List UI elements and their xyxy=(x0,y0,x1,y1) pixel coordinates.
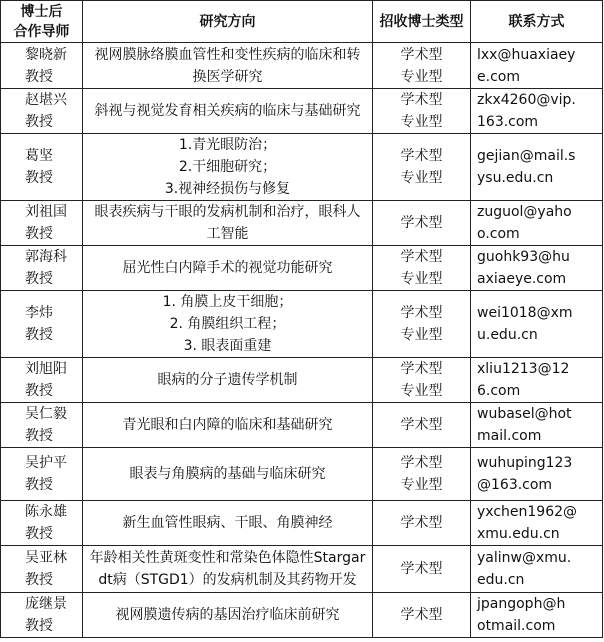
type-cell xyxy=(373,403,471,448)
contact-email-line: o.com xyxy=(477,226,520,242)
direction-line: dt病（STGD1）的发病机制及其药物开发 xyxy=(98,572,357,588)
advisor-name: 赵堪兴 xyxy=(25,92,67,108)
advisor-title: 教授 xyxy=(25,383,53,399)
table-body xyxy=(1,43,603,638)
direction-cell xyxy=(83,448,373,501)
direction-cell xyxy=(83,201,373,246)
contact-email-line: xliu1213@12 xyxy=(477,361,570,377)
contact-cell xyxy=(471,358,603,403)
direction-line: 青光眼和白内障的临床和基础研究 xyxy=(122,417,333,433)
direction-line: 视网膜遗传病的基因治疗临床前研究 xyxy=(115,607,340,623)
direction-line: 新生血管性眼病、干眼、角膜神经 xyxy=(122,515,333,531)
direction-cell xyxy=(83,593,373,638)
contact-email-line: yalinw@xmu. xyxy=(477,550,572,566)
header-advisor-line2: 合作导师 xyxy=(13,23,70,40)
contact-cell xyxy=(471,546,603,593)
direction-line: 斜视与视觉发育相关疾病的临床与基础研究 xyxy=(94,103,361,119)
advisor-title: 教授 xyxy=(25,170,53,186)
direction-cell xyxy=(83,291,373,358)
contact-email-line: 6.com xyxy=(477,383,521,399)
direction-cell xyxy=(83,403,373,448)
type-cell xyxy=(373,246,471,291)
direction-line: 1. 角膜上皮干细胞； xyxy=(162,294,293,310)
type-cell xyxy=(373,134,471,201)
contact-cell xyxy=(471,134,603,201)
contact-email-line: wuhuping123 xyxy=(477,455,573,471)
degree-type: 学术型 xyxy=(400,515,443,531)
advisor-cell xyxy=(1,201,83,246)
header-type: 招收博士类型 xyxy=(373,1,471,43)
advisor-name: 刘旭阳 xyxy=(25,361,67,377)
direction-line: 眼病的分子遗传学机制 xyxy=(157,372,298,388)
direction-cell xyxy=(83,246,373,291)
advisor-name: 郭海科 xyxy=(25,249,67,265)
table-row xyxy=(1,403,603,448)
direction-line: 换医学研究 xyxy=(192,68,263,85)
contact-cell xyxy=(471,89,603,134)
degree-type: 学术型 xyxy=(400,455,443,471)
direction-line: 2.干细胞研究； xyxy=(178,159,277,175)
contact-cell xyxy=(471,291,603,358)
advisor-title: 教授 xyxy=(25,572,53,588)
contact-email-line: mail.com xyxy=(477,428,542,444)
type-cell xyxy=(373,43,471,89)
contact-email-line: 163.com xyxy=(477,114,539,130)
type-cell xyxy=(373,89,471,134)
contact-email-line: u.edu.cn xyxy=(477,327,538,343)
advisor-cell xyxy=(1,246,83,291)
contact-cell xyxy=(471,501,603,546)
contact-email-line: edu.cn xyxy=(477,572,525,588)
table-row xyxy=(1,291,603,358)
type-cell xyxy=(373,201,471,246)
contact-cell xyxy=(471,593,603,638)
advisor-title: 教授 xyxy=(25,477,53,493)
direction-cell xyxy=(83,358,373,403)
contact-email-line: jpangoph@h xyxy=(477,596,566,612)
contact-email-line: zuguol@yaho xyxy=(477,204,572,220)
contact-email-line: zkx4260@vip. xyxy=(477,92,576,108)
advisor-title: 教授 xyxy=(25,428,53,444)
contact-email-line: yxchen1962@ xyxy=(477,504,578,520)
header-direction: 研究方向 xyxy=(83,1,373,43)
advisor-title: 教授 xyxy=(25,114,53,130)
advisor-cell xyxy=(1,448,83,501)
direction-line: 眼表与角膜病的基础与临床研究 xyxy=(129,466,326,482)
degree-type: 学术型 xyxy=(400,46,443,63)
direction-line: 3. 眼表面重建 xyxy=(183,338,272,354)
table-row xyxy=(1,593,603,638)
advisor-cell xyxy=(1,291,83,358)
advisor-title: 教授 xyxy=(25,618,53,634)
type-cell xyxy=(373,291,471,358)
contact-email-line: @163.com xyxy=(477,477,553,493)
direction-line: 1.青光眼防治； xyxy=(178,137,277,153)
degree-type: 专业型 xyxy=(400,114,443,130)
degree-type: 专业型 xyxy=(400,477,443,493)
advisor-cell xyxy=(1,89,83,134)
direction-cell xyxy=(83,134,373,201)
degree-type: 学术型 xyxy=(400,215,443,231)
contact-email-line: wei1018@xm xyxy=(477,305,573,321)
degree-type: 专业型 xyxy=(400,383,443,399)
advisor-cell xyxy=(1,546,83,593)
degree-type: 学术型 xyxy=(400,92,443,108)
degree-type: 学术型 xyxy=(400,361,443,377)
direction-line: 2. 角膜组织工程； xyxy=(169,316,286,332)
advisor-cell xyxy=(1,134,83,201)
contact-cell xyxy=(471,448,603,501)
contact-email-line: xmu.edu.cn xyxy=(477,526,560,542)
table-row xyxy=(1,134,603,201)
direction-line: 年龄相关性黄斑变性和常染色体隐性Stargar xyxy=(89,550,366,566)
direction-cell xyxy=(83,501,373,546)
type-cell xyxy=(373,448,471,501)
advisor-name: 陈永雄 xyxy=(25,504,67,520)
contact-cell xyxy=(471,43,603,89)
advisor-cell xyxy=(1,358,83,403)
direction-cell xyxy=(83,89,373,134)
type-cell xyxy=(373,593,471,638)
degree-type: 学术型 xyxy=(400,148,443,164)
degree-type: 学术型 xyxy=(400,249,443,265)
type-cell xyxy=(373,358,471,403)
direction-line: 视网膜脉络膜血管性和变性疾病的临床和转 xyxy=(94,46,361,63)
advisor-cell xyxy=(1,43,83,89)
header-advisor xyxy=(1,1,83,43)
table-row xyxy=(1,89,603,134)
advisor-name: 刘祖国 xyxy=(25,204,67,220)
advisor-title: 教授 xyxy=(25,271,53,287)
contact-email-line: wubasel@hot xyxy=(477,406,572,422)
table-header-row xyxy=(1,1,603,43)
advisor-title: 教授 xyxy=(25,526,53,542)
degree-type: 专业型 xyxy=(400,271,443,287)
degree-type: 专业型 xyxy=(400,170,443,186)
contact-email-line: gejian@mail.s xyxy=(477,148,576,164)
table-row xyxy=(1,501,603,546)
advisor-name: 吴仁毅 xyxy=(25,406,67,422)
table-row xyxy=(1,43,603,89)
direction-line: 眼表疾病与干眼的发病机制和治疗，眼科人 xyxy=(94,204,361,220)
advisor-title: 教授 xyxy=(25,226,53,242)
degree-type: 学术型 xyxy=(400,607,443,623)
advisor-title: 教授 xyxy=(25,327,53,343)
degree-type: 学术型 xyxy=(400,305,443,321)
advisor-name: 庞继景 xyxy=(25,596,67,612)
direction-line: 屈光性白内障手术的视觉功能研究 xyxy=(122,260,333,276)
advisor-cell xyxy=(1,501,83,546)
header-contact: 联系方式 xyxy=(471,1,603,43)
degree-type: 学术型 xyxy=(400,561,443,577)
degree-type: 专业型 xyxy=(400,327,443,343)
advisor-name: 吴护平 xyxy=(25,455,67,471)
advisor-cell xyxy=(1,593,83,638)
advisor-name: 李炜 xyxy=(25,305,53,321)
table-row xyxy=(1,201,603,246)
table-row xyxy=(1,246,603,291)
contact-email-line: otmail.com xyxy=(477,618,556,634)
type-cell xyxy=(373,546,471,593)
type-cell xyxy=(373,501,471,546)
advisor-title: 教授 xyxy=(25,68,53,85)
header-advisor-line1: 博士后 xyxy=(20,3,63,20)
contact-email-line: e.com xyxy=(477,68,520,85)
advisor-name: 葛坚 xyxy=(25,148,53,164)
direction-line: 工智能 xyxy=(206,226,249,242)
advisor-cell xyxy=(1,403,83,448)
degree-type: 专业型 xyxy=(400,68,443,85)
degree-type: 学术型 xyxy=(400,417,443,433)
contact-email-line: axiaeye.com xyxy=(477,271,567,287)
direction-line: 3.视神经损伤与修复 xyxy=(164,181,291,197)
table-row xyxy=(1,448,603,501)
contact-cell xyxy=(471,201,603,246)
contact-email-line: lxx@huaxiaey xyxy=(477,46,576,63)
advisor-name: 吴亚林 xyxy=(25,550,67,566)
table-row xyxy=(1,546,603,593)
contact-email-line: guohk93@hu xyxy=(477,249,570,265)
contact-email-line: ysu.edu.cn xyxy=(477,170,554,186)
direction-cell xyxy=(83,546,373,593)
table-row xyxy=(1,358,603,403)
direction-cell xyxy=(83,43,373,89)
contact-cell xyxy=(471,403,603,448)
contact-cell xyxy=(471,246,603,291)
advisor-name: 黎晓新 xyxy=(25,46,67,63)
